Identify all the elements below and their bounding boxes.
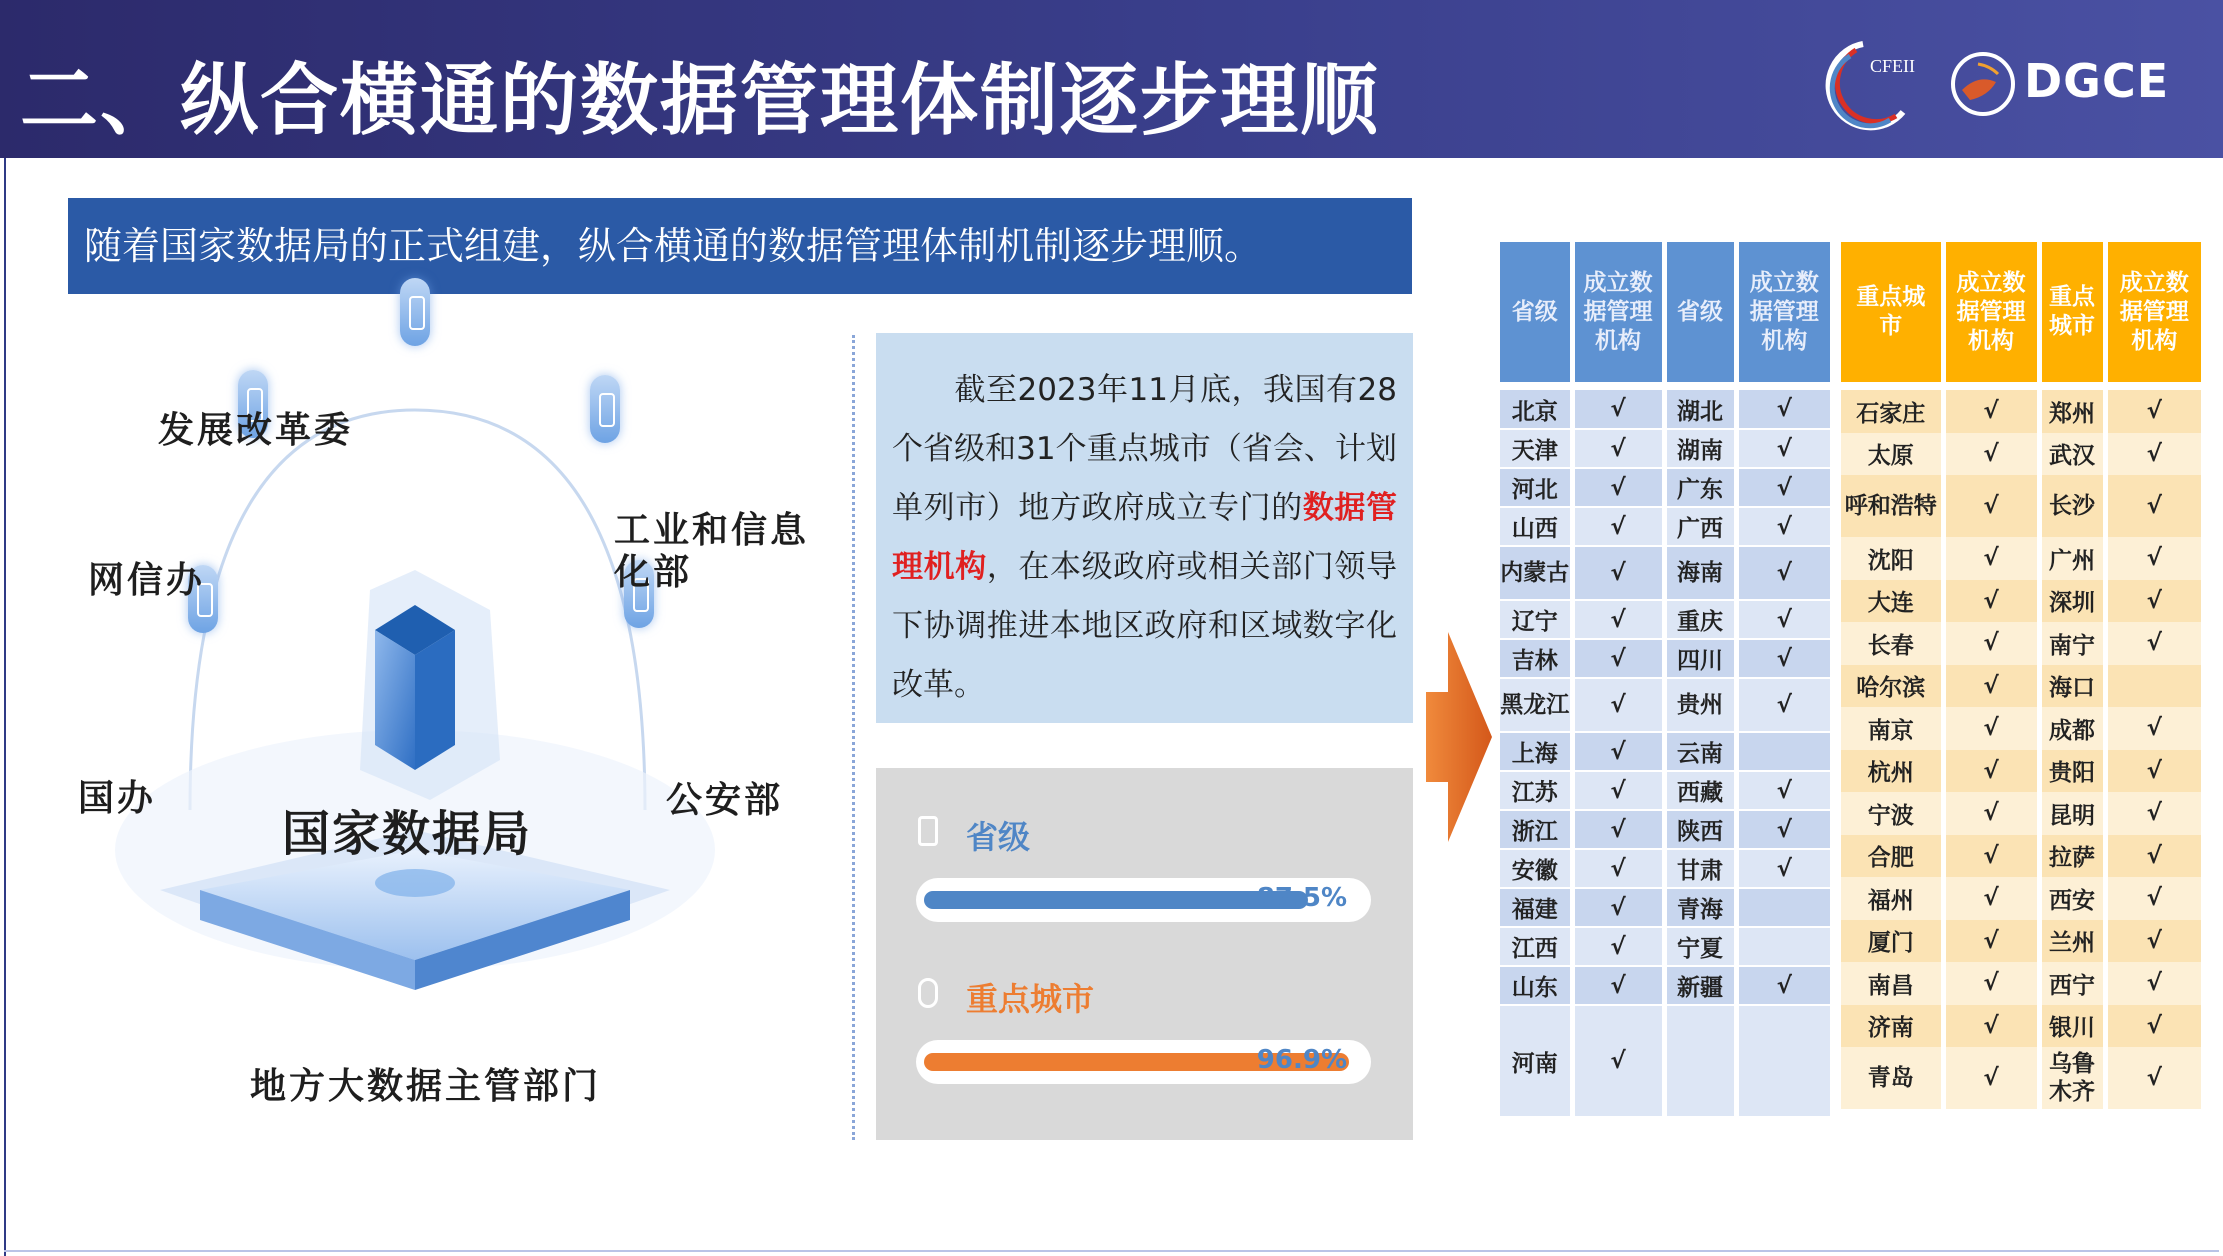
progress-label-province: 省级	[966, 818, 1031, 856]
table-cell: √	[1572, 966, 1664, 1005]
city-table-body	[1841, 382, 2201, 1109]
progress-track-city	[916, 1040, 1371, 1084]
dgce-logo	[1948, 40, 2188, 130]
table-cell: 辽宁	[1500, 600, 1572, 639]
province-header-3: 省级	[1664, 242, 1736, 382]
table-cell: √	[1943, 920, 2039, 963]
table-row	[1500, 810, 1830, 849]
org-diagram	[70, 330, 830, 1120]
table-cell: 青岛	[1841, 1047, 1943, 1109]
table-cell: √	[1572, 639, 1664, 678]
table-cell: √	[1572, 927, 1664, 966]
table-cell: 银川	[2039, 1005, 2105, 1048]
info-text-before: 截至2023年11月底，我国有28个省级和31个重点城市（省会、计划单列市）地方政府成立专门的	[892, 372, 1397, 526]
table-cell: √	[1572, 810, 1664, 849]
table-cell: √	[2105, 580, 2201, 623]
table-row	[1841, 390, 2201, 433]
province-header-2: 成立数据管理机构	[1572, 242, 1664, 382]
cfeii-logo-icon	[1808, 34, 1928, 134]
table-row	[1841, 580, 2201, 623]
province-header-4: 成立数据管理机构	[1736, 242, 1830, 382]
table-cell: 新疆	[1664, 966, 1736, 1005]
table-cell: √	[2105, 835, 2201, 878]
table-cell: 青海	[1664, 888, 1736, 927]
table-cell: √	[1572, 732, 1664, 771]
table-row	[1841, 877, 2201, 920]
table-cell: 石家庄	[1841, 390, 1943, 433]
table-cell: √	[1572, 888, 1664, 927]
table-cell: √	[1943, 835, 2039, 878]
table-cell: 贵州	[1664, 678, 1736, 732]
table-cell: 长沙	[2039, 475, 2105, 537]
city-header-1: 重点城市	[1841, 242, 1943, 382]
table-cell: 山东	[1500, 966, 1572, 1005]
progress-track-province	[916, 878, 1371, 922]
progress-value-province: 87.5%	[1256, 883, 1347, 913]
table-cell: √	[1572, 771, 1664, 810]
table-row	[1841, 622, 2201, 665]
table-cell: 湖北	[1664, 390, 1736, 429]
page-title: 二、纵合横通的数据管理体制逐步理顺	[20, 56, 1381, 146]
table-cell	[1736, 732, 1830, 771]
table-cell: 云南	[1664, 732, 1736, 771]
table-cell: √	[2105, 433, 2201, 476]
table-cell: 浙江	[1500, 810, 1572, 849]
table-cell: √	[1943, 877, 2039, 920]
progress-fill-province	[924, 891, 1308, 909]
table-cell: 郑州	[2039, 390, 2105, 433]
table-row	[1500, 888, 1830, 927]
table-cell: 南宁	[2039, 622, 2105, 665]
table-cell: 乌鲁木齐	[2039, 1047, 2105, 1109]
table-cell: 四川	[1664, 639, 1736, 678]
province-header-1: 省级	[1500, 242, 1572, 382]
table-cell: √	[1736, 507, 1830, 546]
table-cell: √	[1572, 600, 1664, 639]
city-header-3: 重点城市	[2039, 242, 2105, 382]
table-row	[1500, 849, 1830, 888]
dgce-logo-text: DGCE	[2024, 54, 2170, 108]
table-row	[1500, 429, 1830, 468]
table-row	[1841, 537, 2201, 580]
table-cell: 西藏	[1664, 771, 1736, 810]
table-cell: 海口	[2039, 665, 2105, 708]
table-cell: √	[1736, 966, 1830, 1005]
subtitle-banner: 随着国家数据局的正式组建，纵合横通的数据管理体制机制逐步理顺。	[68, 198, 1412, 294]
table-cell: √	[1943, 580, 2039, 623]
frame-bottom-line	[4, 1250, 2219, 1252]
table-cell: √	[2105, 390, 2201, 433]
table-row	[1841, 1005, 2201, 1048]
table-cell: √	[1736, 810, 1830, 849]
table-row	[1500, 390, 1830, 429]
table-row	[1841, 1047, 2201, 1109]
province-table-body	[1500, 382, 1830, 1117]
table-cell: 呼和浩特	[1841, 475, 1943, 537]
dotted-divider	[852, 335, 855, 1140]
table-cell: 武汉	[2039, 433, 2105, 476]
table-cell	[1736, 927, 1830, 966]
table-cell	[1664, 1005, 1736, 1117]
table-cell: 海南	[1664, 546, 1736, 600]
table-cell: √	[2105, 877, 2201, 920]
table-cell: 济南	[1841, 1005, 1943, 1048]
table-cell: 河北	[1500, 468, 1572, 507]
table-row	[1500, 546, 1830, 600]
table-cell: 广州	[2039, 537, 2105, 580]
table-cell: 西安	[2039, 877, 2105, 920]
table-row	[1500, 600, 1830, 639]
table-cell: √	[1572, 507, 1664, 546]
table-cell: 沈阳	[1841, 537, 1943, 580]
table-cell: 拉萨	[2039, 835, 2105, 878]
table-cell: 广东	[1664, 468, 1736, 507]
table-cell: √	[1736, 429, 1830, 468]
table-cell: 哈尔滨	[1841, 665, 1943, 708]
table-cell: 大连	[1841, 580, 1943, 623]
table-cell: √	[1943, 433, 2039, 476]
table-cell: 兰州	[2039, 920, 2105, 963]
table-cell: 合肥	[1841, 835, 1943, 878]
table-cell	[1736, 888, 1830, 927]
label-ndrc: 发展改革委	[158, 410, 354, 451]
table-cell: √	[1736, 546, 1830, 600]
frame-left-line	[4, 158, 6, 1256]
table-cell: 宁波	[1841, 792, 1943, 835]
table-cell: 宁夏	[1664, 927, 1736, 966]
table-row	[1500, 639, 1830, 678]
label-miit: 工业和信息化部	[614, 510, 810, 593]
right-arrow-icon	[1426, 632, 1492, 842]
table-cell: √	[1943, 962, 2039, 1005]
city-header-4: 成立数据管理机构	[2105, 242, 2201, 382]
city-icon	[918, 978, 938, 1008]
table-cell: 杭州	[1841, 750, 1943, 793]
miit-node-icon	[590, 375, 620, 443]
table-cell: 昆明	[2039, 792, 2105, 835]
table-cell: 南昌	[1841, 962, 1943, 1005]
table-cell: √	[1943, 1047, 2039, 1109]
table-cell	[2105, 665, 2201, 708]
table-cell: √	[2105, 622, 2201, 665]
globe-icon	[1948, 44, 2018, 124]
info-text-highlight: 数据管理机构	[892, 490, 1398, 585]
table-cell: √	[1943, 707, 2039, 750]
table-cell: 山西	[1500, 507, 1572, 546]
table-cell: √	[1943, 665, 2039, 708]
table-cell: 江苏	[1500, 771, 1572, 810]
table-row	[1841, 665, 2201, 708]
table-row	[1841, 792, 2201, 835]
table-cell: √	[2105, 750, 2201, 793]
table-cell: 福建	[1500, 888, 1572, 927]
header-bar	[0, 0, 2223, 158]
table-cell: √	[2105, 920, 2201, 963]
table-cell: √	[1736, 600, 1830, 639]
table-cell: √	[2105, 792, 2201, 835]
table-cell: 成都	[2039, 707, 2105, 750]
table-cell: √	[1736, 771, 1830, 810]
cfeii-logo-text: CFEII	[1870, 56, 1915, 76]
table-cell: √	[1943, 750, 2039, 793]
table-row	[1841, 433, 2201, 476]
table-cell: √	[2105, 537, 2201, 580]
table-row	[1841, 750, 2201, 793]
table-cell: √	[1943, 537, 2039, 580]
table-cell: √	[1943, 792, 2039, 835]
table-cell: 厦门	[1841, 920, 1943, 963]
table-cell: 河南	[1500, 1005, 1572, 1117]
table-cell: √	[1736, 390, 1830, 429]
table-cell: √	[1572, 678, 1664, 732]
table-cell: √	[1572, 1005, 1664, 1117]
table-cell: 长春	[1841, 622, 1943, 665]
table-row	[1841, 962, 2201, 1005]
table-cell: 重庆	[1664, 600, 1736, 639]
table-cell: √	[1943, 622, 2039, 665]
table-cell: √	[1943, 475, 2039, 537]
table-row	[1500, 468, 1830, 507]
table-cell: √	[2105, 962, 2201, 1005]
table-cell: 贵阳	[2039, 750, 2105, 793]
table-cell: √	[2105, 707, 2201, 750]
city-table	[1841, 242, 2201, 1109]
table-cell: √	[1736, 639, 1830, 678]
table-cell: √	[1943, 390, 2039, 433]
city-header-2: 成立数据管理机构	[1943, 242, 2039, 382]
table-cell: 江西	[1500, 927, 1572, 966]
table-cell: √	[1572, 849, 1664, 888]
table-cell	[1736, 1005, 1830, 1117]
table-cell: √	[1736, 849, 1830, 888]
table-cell: √	[1572, 390, 1664, 429]
table-cell: 深圳	[2039, 580, 2105, 623]
table-row	[1500, 732, 1830, 771]
label-mps: 公安部	[666, 780, 784, 821]
table-cell: 上海	[1500, 732, 1572, 771]
label-national-data-bureau: 国家数据局	[282, 806, 533, 862]
table-cell: 甘肃	[1664, 849, 1736, 888]
table-row	[1841, 920, 2201, 963]
table-row	[1500, 1005, 1830, 1117]
table-cell: √	[1736, 678, 1830, 732]
progress-panel	[876, 768, 1413, 1140]
info-text-after: ，在本级政府或相关部门领导下协调推进本地区政府和区域数字化改革。	[892, 549, 1398, 703]
table-cell: √	[1736, 468, 1830, 507]
table-row	[1500, 678, 1830, 732]
table-cell: √	[2105, 475, 2201, 537]
table-cell: 广西	[1664, 507, 1736, 546]
table-row	[1500, 927, 1830, 966]
table-cell: 太原	[1841, 433, 1943, 476]
table-cell: 内蒙古	[1500, 546, 1572, 600]
ndrc-node-icon	[400, 278, 430, 346]
table-row	[1841, 707, 2201, 750]
progress-label-city: 重点城市	[966, 980, 1095, 1018]
table-cell: √	[2105, 1005, 2201, 1048]
table-cell: 湖南	[1664, 429, 1736, 468]
table-row	[1500, 507, 1830, 546]
table-cell: 福州	[1841, 877, 1943, 920]
table-cell: 天津	[1500, 429, 1572, 468]
province-table	[1500, 242, 1830, 1118]
table-row	[1841, 835, 2201, 878]
phone-icon	[918, 816, 938, 846]
table-cell: 吉林	[1500, 639, 1572, 678]
table-cell: √	[1943, 1005, 2039, 1048]
label-local-big-data-dept: 地方大数据主管部门	[250, 1066, 602, 1107]
table-cell: √	[1572, 429, 1664, 468]
table-row	[1841, 475, 2201, 537]
label-cac: 网信办	[88, 560, 206, 601]
table-cell: 陕西	[1664, 810, 1736, 849]
table-row	[1500, 966, 1830, 1005]
cfeii-logo	[1808, 34, 1928, 134]
table-row	[1500, 771, 1830, 810]
table-cell: 安徽	[1500, 849, 1572, 888]
table-cell: √	[1572, 468, 1664, 507]
table-cell: 西宁	[2039, 962, 2105, 1005]
table-cell: √	[2105, 1047, 2201, 1109]
progress-value-city: 96.9%	[1256, 1045, 1347, 1075]
table-cell: 北京	[1500, 390, 1572, 429]
label-general-office: 国办	[78, 778, 157, 819]
table-cell: 南京	[1841, 707, 1943, 750]
table-cell: 黑龙江	[1500, 678, 1572, 732]
info-text-box	[876, 333, 1413, 723]
table-cell: √	[1572, 546, 1664, 600]
